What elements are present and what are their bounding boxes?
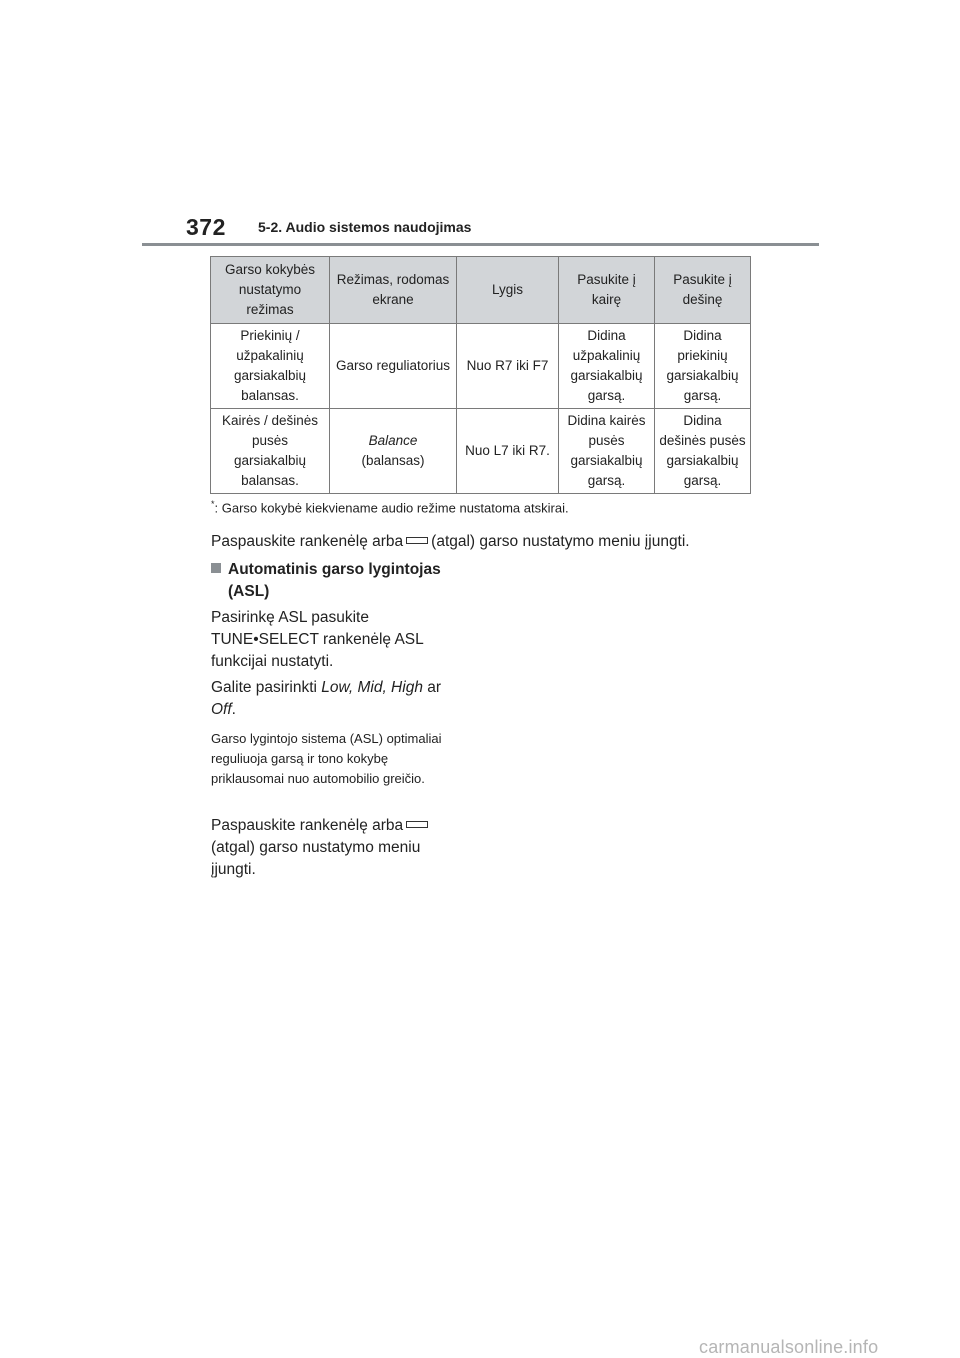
option-names: Low, Mid, High [321, 679, 423, 696]
text: Galite pasirinkti [211, 679, 317, 696]
text: ar [427, 679, 442, 696]
text: Paspauskite rankenėlę arba [211, 533, 404, 550]
page-number: 372 [186, 214, 226, 240]
small-note: Garso lygintojo sistema (ASL) optimaliai reguliuoja garsą ir tono kokybę priklausomai nuo automobilio greičio. [211, 731, 442, 786]
section-title: 5-2. Audio sistemos naudojimas [258, 219, 472, 235]
column-header: Lygis [457, 257, 559, 324]
table-cell [330, 409, 457, 494]
table-row [211, 324, 751, 409]
square-bullet-icon [211, 563, 221, 573]
text: . [231, 701, 236, 718]
table-cell: Didina užpakalinių garsiakalbių garsą. [559, 324, 655, 409]
column-header: Pasukite į dešinę [655, 257, 751, 324]
paragraph [211, 531, 690, 553]
table-cell: Didina priekinių garsiakalbių garsą. [655, 324, 751, 409]
text: Paspauskite rankenėlę arba [211, 817, 404, 834]
paragraph: Pasirinkę ASL pasukite TUNE•SELECT rankenėlę ASL funkcijai nustatyti. [211, 609, 424, 670]
watermark: carmanualsonline.info [699, 1337, 879, 1357]
text: (atgal) garso nustatymo meniu įjungti. [431, 533, 690, 550]
paragraph [211, 677, 461, 721]
sound-settings-table [210, 256, 751, 494]
heading-text: Automatinis garso lygintojas (ASL) [228, 561, 441, 600]
section-heading [211, 559, 458, 603]
text: (atgal) garso nustatymo meniu įjungti. [211, 839, 421, 878]
paragraph [211, 815, 461, 881]
table-cell: Didina kairės pusės garsiakalbių garsą. [559, 409, 655, 494]
table-cell: Kairės / dešinės pusės garsiakalbių balansas. [211, 409, 330, 494]
table-cell: Nuo L7 iki R7. [457, 409, 559, 494]
table-header-row [211, 257, 751, 324]
footnote-text: : Garso kokybė kiekviename audio režime nustatoma atskirai. [214, 500, 569, 516]
mode-name: Balance [368, 433, 418, 448]
column-header: Pasukite į kairę [559, 257, 655, 324]
mode-translation: (balansas) [361, 453, 425, 468]
table-cell: Nuo R7 iki F7 [457, 324, 559, 409]
table-row [211, 409, 751, 494]
footnote-mark: * [211, 499, 215, 509]
table-cell: Garso reguliatorius [330, 324, 457, 409]
option-name: Off [211, 701, 232, 718]
footnote [211, 499, 569, 515]
table-cell: Priekinių / užpakalinių garsiakalbių balansas. [211, 324, 330, 409]
header-rule [142, 243, 819, 246]
column-header: Režimas, rodomas ekrane [330, 257, 457, 324]
back-button-icon [406, 537, 428, 544]
back-button-icon [406, 821, 428, 828]
table-cell: Didina dešinės pusės garsiakalbių garsą. [655, 409, 751, 494]
column-header: Garso kokybės nustatymo režimas [211, 257, 330, 324]
